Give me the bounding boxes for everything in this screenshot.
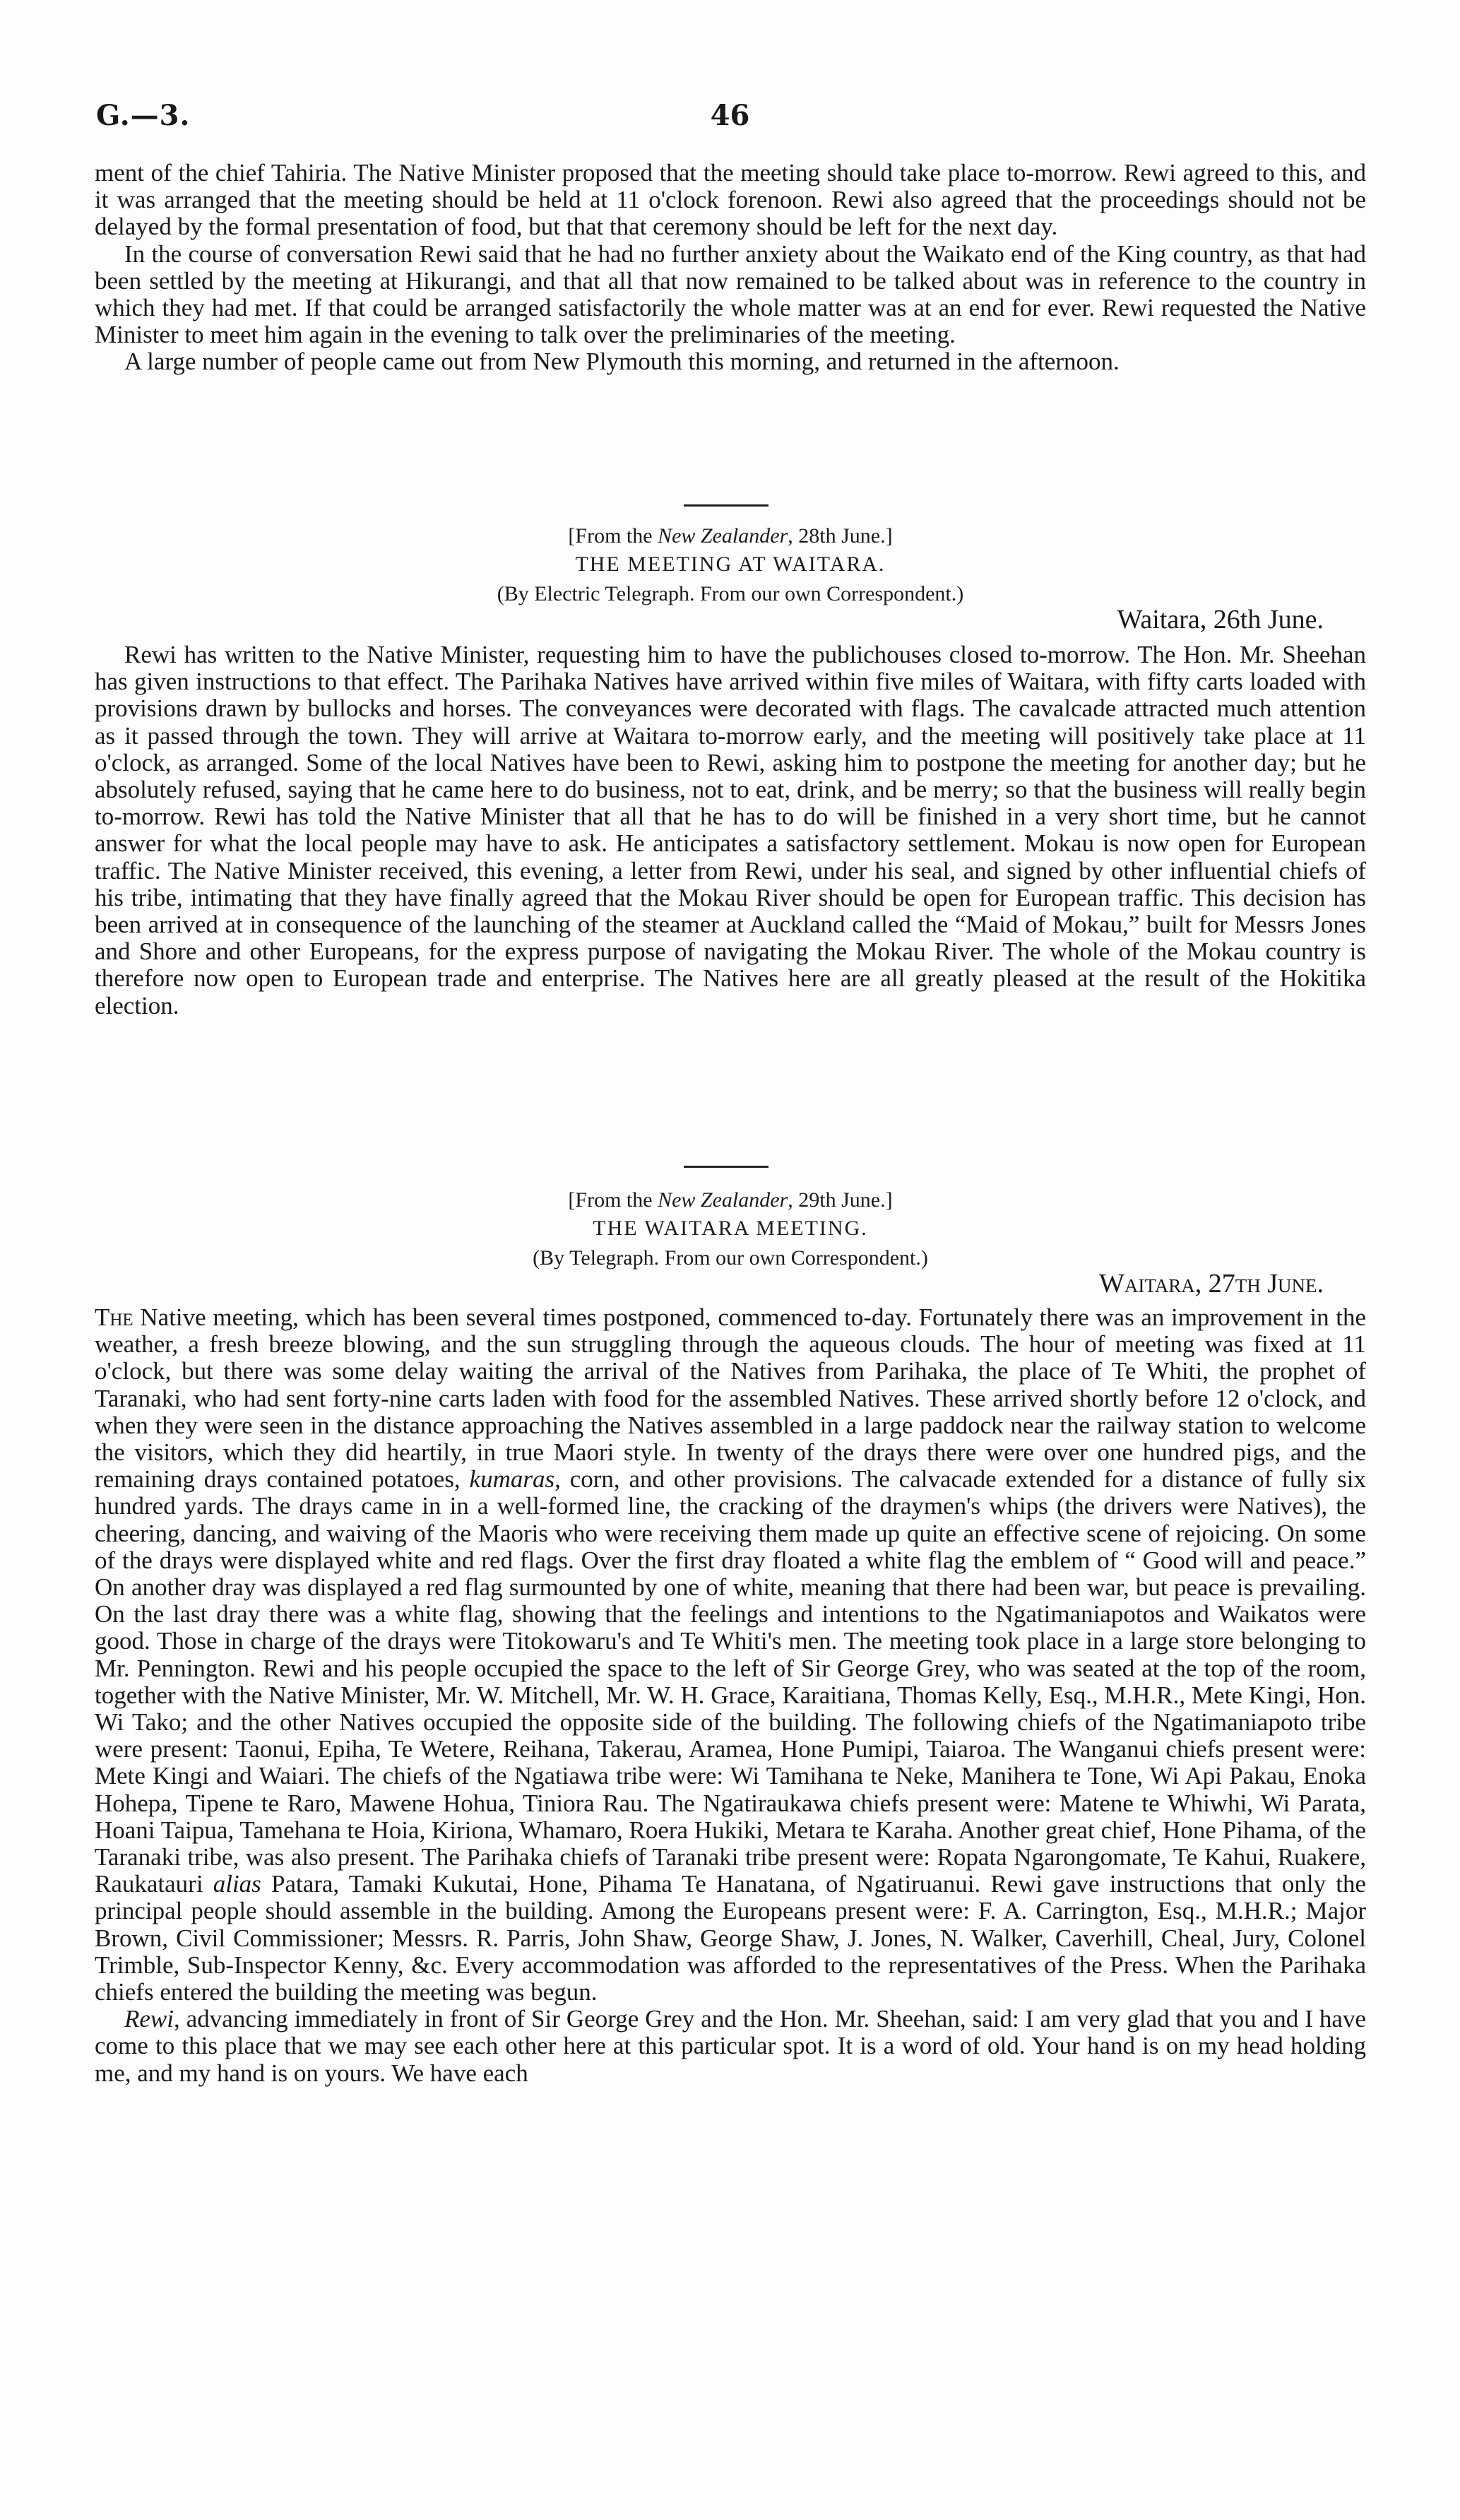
section-divider bbox=[684, 504, 768, 507]
opening-paragraph-1: ment of the chief Tahiria. The Native Minister proposed that the meeting should take place to-morrow. Rewi agreed to this, and it was arranged that the meeting should be held at 11 o'clock forenoon. Rewi also agreed that the proceedings should not be delayed by the formal presentation of food, but that that ceremony should be left for the next day. bbox=[95, 159, 1366, 241]
section2-body bbox=[95, 1304, 1366, 2087]
section1-byline: (By Electric Telegraph. From our own Correspondent.) bbox=[497, 582, 964, 605]
page-number: 46 bbox=[710, 99, 750, 132]
opening-paragraph-3: A large number of people came out from New Plymouth this morning, and returned in the afternoon. bbox=[124, 348, 1120, 376]
section2-byline: (By Telegraph. From our own Correspondent.) bbox=[533, 1246, 928, 1270]
speaker-name: Rewi bbox=[124, 2005, 174, 2033]
newspaper-name: New Zealander bbox=[658, 1188, 788, 1212]
opening-paragraph-2: In the course of conversation Rewi said that he had no further anxiety about the Waikato end of the King country, as that had been settled by the meeting at Hikurangi, and that all that now remained to be talked about was in reference to the country in which they had met. If that could be arranged satisfactorily the whole matter was at an end for ever. Rewi requested the Native Minister to meet him again in the evening to talk over the preliminaries of the meeting. bbox=[95, 239, 1366, 349]
speech-paragraph: Rewi, advancing immediately in front of Sir George Grey and the Hon. Mr. Sheehan, said: I am very glad that you and I have come to this place that we may see each other here at this particular spot. It is a word of old. Your hand is on my head holding me, and my hand is on yours. We have each bbox=[95, 2005, 1366, 2087]
section-divider bbox=[684, 1166, 768, 1168]
section1-paragraph: Rewi has written to the Native Minister, requesting him to have the publichouses closed to-morrow. The Hon. Mr. Sheehan has given instructions to that effect. The Parihaka Natives have arrived within five miles of Waitara, with fifty carts loaded with provisions drawn by bullocks and horses. The conveyances were decorated with flags. The cavalcade attracted much attention as it passed through the town. They will arrive at Waitara to-morrow early, and the meeting will positively take place at 11 o'clock, as arranged. Some of the local Natives have been to Rewi, asking him to postpone the meeting for another day; but he absolutely refused, saying that he came here to do business, not to eat, drink, and be merry; so that the business will really begin to-morrow. Rewi has told the Native Minister that all that he has to do will be finished in a very short time, but he cannot answer for what the local people may have to ask. He anticipates a satisfactory settlement. Mokau is now open for European traffic. The Native Minister received, this evening, a letter from Rewi, under his seal, and signed by other influential chiefs of his tribe, intimating that they have finally agreed that the Mokau River should be open for European traffic. This decision has been arrived at in consequence of the launching of the steamer at Auckland called the “Maid of Mokau,” built for Messrs Jones and Shore and other Europeans, for the express purpose of navigating the Mokau River. The whole of the Mokau country is therefore now open to European trade and enterprise. The Natives here are all greatly pleased at the result of the Hokitika election. bbox=[95, 641, 1366, 1019]
section2-source: [From the New Zealander, 29th June.] bbox=[568, 1188, 893, 1212]
section1-dateline: Waitara, 26th June. bbox=[1117, 605, 1324, 634]
page-header bbox=[96, 99, 1364, 134]
section1-title: THE MEETING AT WAITARA. bbox=[575, 552, 886, 576]
section2-heading bbox=[95, 1187, 1366, 1300]
opening-text bbox=[95, 160, 1366, 376]
section1-body bbox=[95, 641, 1366, 1019]
section1-heading bbox=[95, 523, 1366, 636]
newspaper-name: New Zealander bbox=[658, 524, 788, 548]
section1-source: [From the New Zealander, 28th June.] bbox=[568, 524, 893, 548]
section2-dateline: Waitara, 27th June. bbox=[1099, 1269, 1324, 1299]
lead-word: The bbox=[95, 1303, 133, 1331]
document-reference: G.—3. bbox=[96, 99, 191, 132]
section2-paragraph: The Native meeting, which has been several times postponed, commenced to-day. Fortunately there was an improvement in the weather, a fresh breeze blowing, and the sun struggling through the aqueous clouds. The hour of meeting was fixed at 11 o'clock, but there was some delay waiting the arrival of the Natives from Parihaka, the place of Te Whiti, the prophet of Taranaki, who had sent forty-nine carts laden with food for the assembled Natives. These arrived shortly before 12 o'clock, and when they were seen in the distance approaching the Natives assembled in a large paddock near the railway station to welcome the visitors, which they did heartily, in true Maori style. In twenty of the drays there were over one hundred pigs, and the remaining drays contained potatoes, kumaras, corn, and other provisions. The calvacade extended for a distance of fully six hundred yards. The drays came in in a well-formed line, the cracking of the draymen's whips (the drivers were Natives), the cheering, dancing, and waiving of the Maoris who were receiving them made up quite an effective scene of rejoicing. On some of the drays were displayed white and red flags. Over the first dray floated a white flag the emblem of “ Good will and peace.” On another dray was displayed a red flag surmounted by one of white, meaning that there had been war, but peace is prevailing. On the last dray there was a white flag, showing that the feelings and intentions to the Ngatimaniapotos and Waikatos were good. Those in charge of the drays were Titokowaru's and Te Whiti's men. The meeting took place in a large store belonging to Mr. Pennington. Rewi and his people occupied the space to the left of Sir George Grey, who was seated at the top of the room, together with the Native Minister, Mr. W. Mitchell, Mr. W. H. Grace, Karaitiana, Thomas Kelly, Esq., M.H.R., Mete Kingi, Hon. Wi Tako; and the other Natives occupied the opposite side of the building. The following chiefs of the Ngatimaniapoto tribe were present: Taonui, Epiha, Te Wetere, Reihana, Takerau, Aramea, Hone Pumipi, Taiaroa. The Wanganui chiefs present were: Mete Kingi and Waiari. The chiefs of the Ngatiawa tribe were: Wi Tamihana te Neke, Manihera te Tone, Wi Api Pakau, Enoka Hohepa, Tipene te Raro, Mawene Hohua, Tiniora Rau. The Ngatiraukawa chiefs present were: Matene te Whiwhi, Wi Parata, Hoani Taipua, Tamehana te Hoia, Kiriona, Whamaro, Roera Hukiki, Metara te Karaha. Another great chief, Hone Pihama, of the Taranaki tribe, was also present. The Parihaka chiefs of Taranaki tribe present were: Ropata Ngarongomate, Te Kahui, Ruakere, Raukatauri alias Patara, Tamaki Kukutai, Hone, Pihama Te Hanatana, of Ngatiruanui. Rewi gave instructions that only the principal people should assemble in the building. Among the Europeans present were: F. A. Carrington, Esq., M.H.R.; Major Brown, Civil Commissioner; Messrs. R. Parris, John Shaw, George Shaw, J. Jones, N. Walker, Caverhill, Cheal, Jury, Colonel Trimble, Sub-Inspector Kenny, &c. Every accommodation was afforded to the representatives of the Press. When the Parihaka chiefs entered the building the meeting was begun. bbox=[95, 1303, 1366, 2006]
section2-title: THE WAITARA MEETING. bbox=[593, 1217, 868, 1240]
